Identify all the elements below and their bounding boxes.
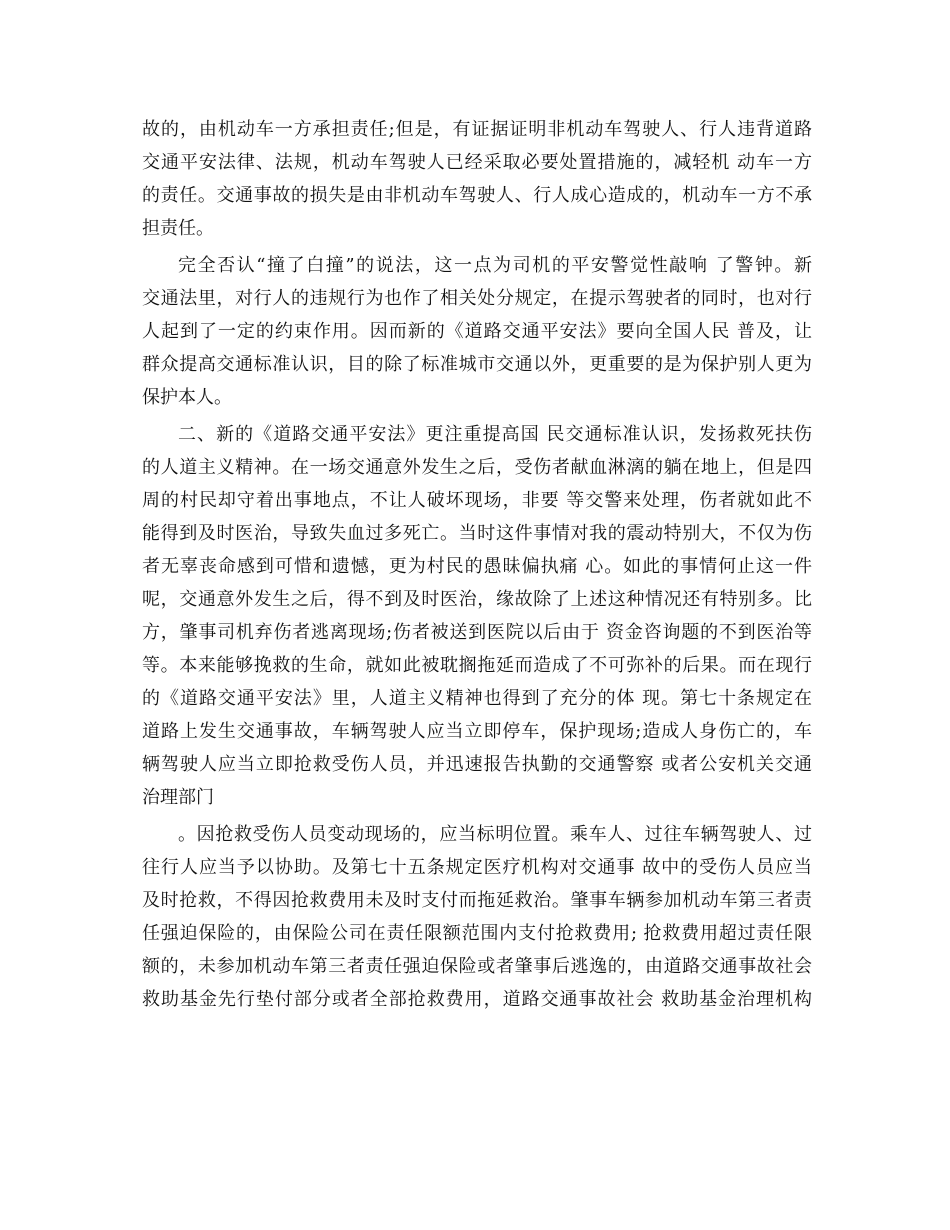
paragraph-4 [142, 818, 812, 1016]
text-line: 者无辜丧命感到可惜和遗憾，更为村民的愚昧偏执痛 心。如此的事情何止这一件 [142, 556, 812, 577]
text-line: 人起到了一定的约束作用。因而新的《道路交通平安法》要向全国人民 普及，让 [142, 321, 812, 342]
text-line: 辆驾驶人应当立即抢救受伤人员，并迅速报告执勤的交通警察 或者公安机关交通 [142, 754, 812, 775]
text-line: 额的，未参加机动车第三者责任强迫保险或者肇事后逃逸的，由道路交通事故社会 [142, 956, 812, 977]
text-line: 救助基金先行垫付部分或者全部抢救费用，道路交通事故社会 救助基金治理机构 [142, 989, 812, 1010]
text-line: 治理部门 [142, 787, 214, 808]
text-line: 二、新的《道路交通平安法》更注重提高国 民交通标准认识，发扬救死扶伤 [178, 424, 812, 445]
text-line: 担责任。 [142, 218, 214, 239]
text-line: 方，肇事司机弃伤者逃离现场;伤者被送到医院以后由于 资金咨询题的不到医治等 [142, 622, 812, 643]
text-line: 呢，交通意外发生之后，得不到及时医治，缘故除了上述这种情况还有特别多。比 [142, 589, 812, 610]
text-line: 周的村民却守着出事地点，不让人破坏现场，非要 等交警来处理，伤者就如此不 [142, 490, 812, 511]
text-line: 等。本来能够挽救的生命，就如此被耽搁拖延而造成了不可弥补的后果。而在现行 [142, 655, 812, 676]
text-line: 及时抢救，不得因抢救费用未及时支付而拖延救治。肇事车辆参加机动车第三者责 [142, 890, 812, 911]
text-line: 保护本人。 [142, 387, 232, 408]
text-line: 的人道主义精神。在一场交通意外发生之后，受伤者献血淋漓的躺在地上，但是四 [142, 457, 812, 478]
paragraph-1 [142, 113, 812, 245]
text-line: 能得到及时医治，导致失血过多死亡。当时这件事情对我的震动特别大，不仅为伤 [142, 523, 812, 544]
text-line: 交通法里，对行人的违规行为也作了相关处分规定，在提示驾驶者的同时，也对行 [142, 288, 812, 309]
paragraph-2 [142, 249, 812, 414]
text-line: 。因抢救受伤人员变动现场的，应当标明位置。乘车人、过往车辆驾驶人、过 [178, 824, 812, 845]
text-line: 任强迫保险的，由保险公司在责任限额范围内支付抢救费用; 抢救费用超过责任限 [142, 923, 812, 944]
text-line: 交通平安法律、法规，机动车驾驶人已经采取必要处置措施的，减轻机 动车一方 [142, 152, 812, 173]
text-line: 的《道路交通平安法》里，人道主义精神也得到了充分的体 现。第七十条规定在 [142, 688, 812, 709]
text-line: 道路上发生交通事故，车辆驾驶人应当立即停车，保护现场;造成人身伤亡的，车 [142, 721, 812, 742]
text-line: 故的，由机动车一方承担责任;但是，有证据证明非机动车驾驶人、行人违背道路 [142, 119, 812, 140]
document-page [142, 113, 812, 1020]
text-line: 完全否认“撞了白撞”的说法，这一点为司机的平安警觉性敲响 了警钟。新 [178, 255, 812, 276]
text-line: 群众提高交通标准认识，目的除了标准城市交通以外，更重要的是为保护别人更为 [142, 354, 812, 375]
text-line: 的责任。交通事故的损失是由非机动车驾驶人、行人成心造成的，机动车一方不承 [142, 185, 812, 206]
text-line: 往行人应当予以协助。及第七十五条规定医疗机构对交通事 故中的受伤人员应当 [142, 857, 812, 878]
paragraph-3 [142, 418, 812, 814]
